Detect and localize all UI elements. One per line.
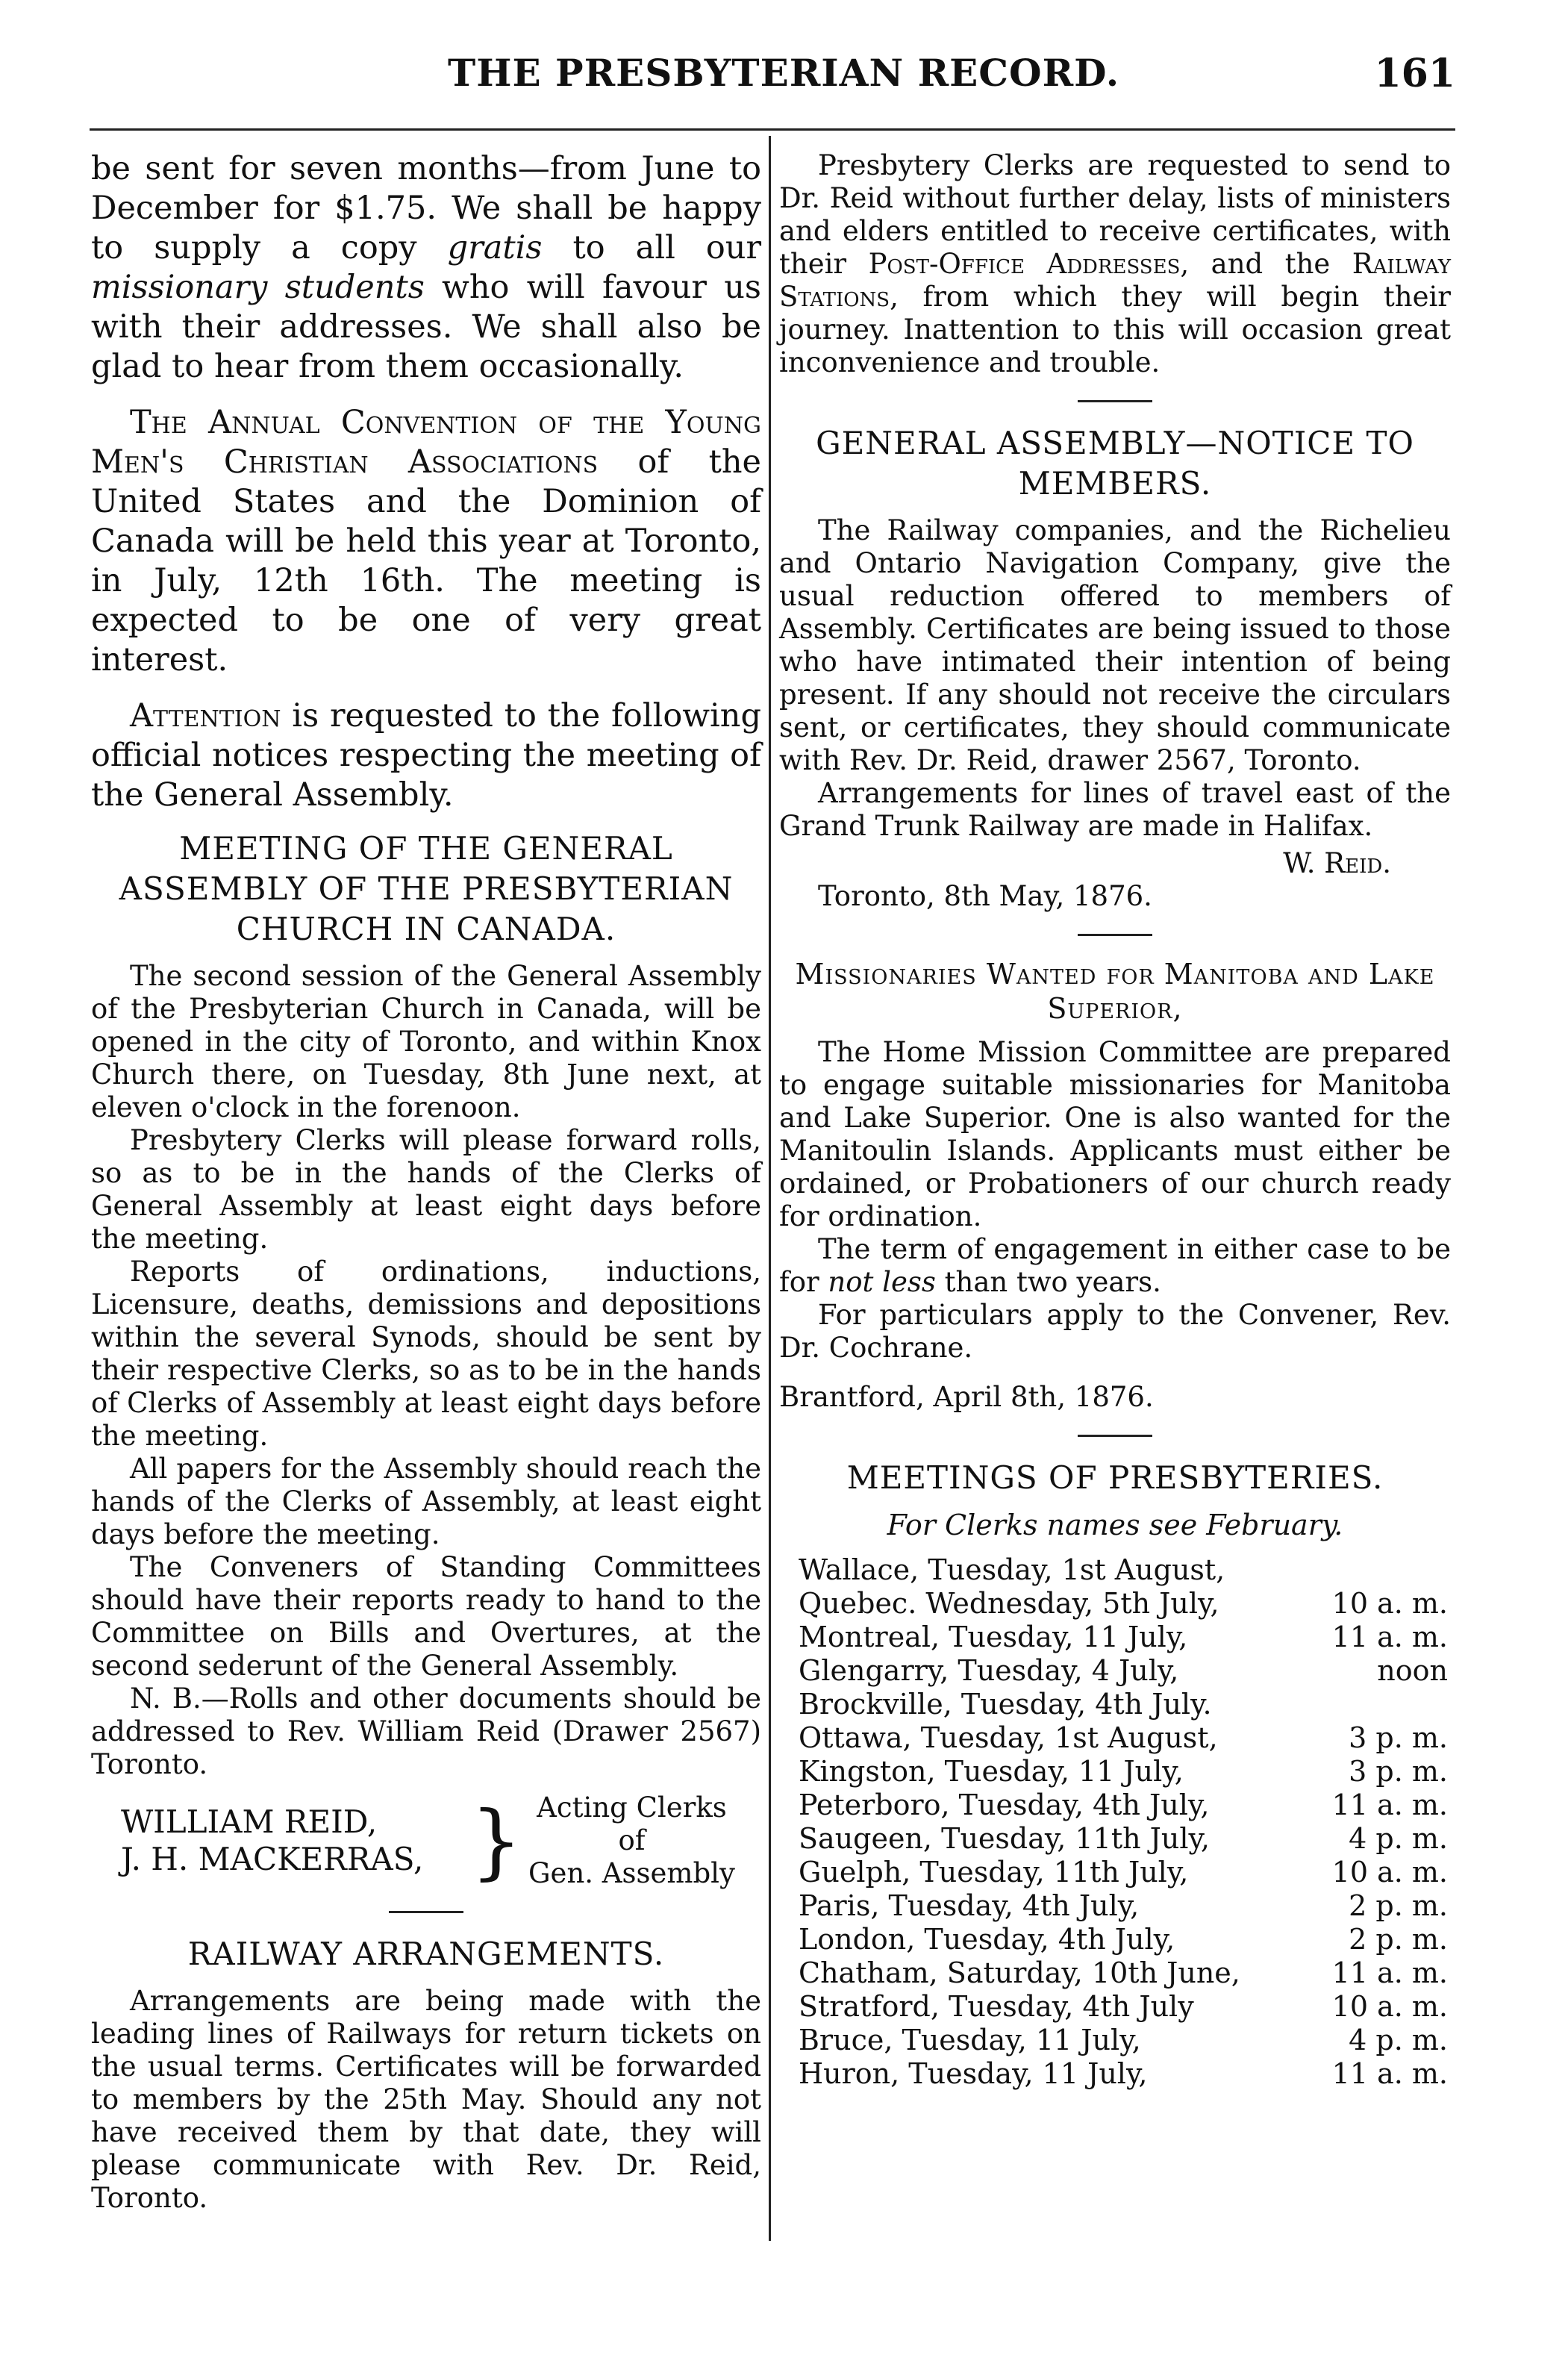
schedule-row [799, 2057, 1470, 2091]
attention-paragraph [91, 696, 761, 815]
meeting-para-6: N. B.—Rolls and other documents should be addressed to Rev. William Reid (Drawer 2567) Toronto. [91, 1683, 761, 1780]
schedule-row [799, 2024, 1470, 2057]
presbyteries-heading: MEETINGS OF PRESBYTERIES. [846, 1459, 1384, 1496]
schedule-row [799, 1889, 1470, 1923]
meeting-para-2: Presbytery Clerks will please forward rolls, so as to be in the hands of the Clerks of General Assembly at least eight days before the meeting. [91, 1124, 761, 1255]
brace-glyph: } [470, 1793, 522, 1889]
schedule-time: 2 p. m. [1349, 1923, 1448, 1956]
schedule-place: Kingston, Tuesday, 11 July, [799, 1755, 1184, 1788]
schedule-row [799, 1755, 1470, 1788]
schedule-row [799, 1587, 1470, 1621]
missionaries-emphasis: not less [828, 1266, 936, 1298]
page-number: 161 [1374, 51, 1455, 96]
schedule-time: 11 a. m. [1331, 2057, 1448, 2090]
schedule-place: Stratford, Tuesday, 4th July [799, 1990, 1194, 2023]
missionaries-date: Brantford, April 8th, 1876. [779, 1381, 1154, 1413]
left-column [91, 149, 761, 2215]
signature-role-2: of [618, 1824, 646, 1856]
schedule-place: Paris, Tuesday, 4th July, [799, 1889, 1140, 1922]
schedule-row [799, 1990, 1470, 2024]
notice-para-2: Arrangements for lines of travel east of the Grand Trunk Railway are made in Halifax. [779, 777, 1451, 842]
notice-heading: GENERAL ASSEMBLY—NOTICE TO MEMBERS. [816, 425, 1414, 502]
schedule-place: Chatham, Saturday, 10th June, [799, 1956, 1240, 1989]
signature-role-3: Gen. Assembly [528, 1857, 735, 1889]
schedule-time: noon [1377, 1654, 1448, 1687]
meeting-para-3: Reports of ordinations, inductions, Licensure, deaths, demissions and depositions within the several Synods, should be sent by their respective Clerks, so as to be in the hands of Clerks of Assembly at least eight days before the meeting. [91, 1256, 761, 1452]
schedule-place: Peterboro, Tuesday, 4th July, [799, 1788, 1210, 1821]
schedule-place: Glengarry, Tuesday, 4 July, [799, 1654, 1179, 1687]
missionaries-para-2 [779, 1233, 1451, 1299]
section-rule [1078, 934, 1152, 936]
right-column [779, 149, 1451, 2091]
meeting-para-1: The second session of the General Assembly of the Presbyterian Church in Canada, will be opened in the city of Toronto, and within Knox Church there, on Tuesday, 8th June next, at eleven o'clock in the forenoon. [91, 960, 761, 1123]
missionaries-text-2b: than two years. [935, 1266, 1161, 1298]
schedule-row [799, 1654, 1470, 1688]
schedule-place: Brockville, Tuesday, 4th July. [799, 1688, 1212, 1721]
railway-heading: RAILWAY ARRANGEMENTS. [187, 1936, 665, 1972]
intro-emphasis-2: missionary students [91, 269, 425, 306]
schedule-time [1328, 1688, 1470, 1721]
schedule-time: 4 p. m. [1349, 1822, 1448, 1855]
schedule-place: Wallace, Tuesday, 1st August, [799, 1553, 1225, 1586]
meeting-para-5: The Conveners of Standing Committees should have their reports ready to hand to the Committee on Bills and Overtures, at the second sederunt of the General Assembly. [91, 1551, 761, 1682]
schedule-time: 11 a. m. [1331, 1956, 1448, 1989]
clerks-text-3: , from which they will begin their journey. Inattention to this will occasion great inconvenience and trouble. [779, 281, 1451, 378]
schedule-row [799, 1856, 1470, 1889]
schedule-time: 2 p. m. [1349, 1889, 1448, 1922]
clerks-text-2: , and the [1180, 248, 1352, 280]
ymca-lead: The Annual Convention of the Young Men's Christian Associations [91, 404, 761, 481]
intro-text-1: be sent for seven months—from June to December for $1.75. We shall be happy to supply a copy [91, 150, 761, 266]
notice-para-1: The Railway companies, and the Richelieu and Ontario Navigation Company, give the usual reduction offered to members of Assembly. Certificates are being issued to those who have intimated their intention of being present. If any should not receive the circulars sent, or certificates, they should communicate with Rev. Dr. Reid, drawer 2567, Toronto. [779, 514, 1451, 776]
schedule-time: 11 a. m. [1331, 1621, 1448, 1653]
schedule-place: Huron, Tuesday, 11 July, [799, 2057, 1148, 2090]
attention-text: is requested to the following official notices respecting the meeting of the General Assembly. [91, 697, 761, 814]
schedule-row [799, 1721, 1470, 1755]
presbyteries-schedule [799, 1553, 1470, 2091]
schedule-time [1328, 1553, 1470, 1587]
clerks-paragraph [779, 149, 1451, 379]
section-rule [1078, 1435, 1152, 1437]
missionaries-para-3 [779, 1299, 1451, 1365]
presbyteries-note: For Clerks names see February. [887, 1509, 1343, 1541]
schedule-row [799, 1621, 1470, 1654]
section-rule [1078, 400, 1152, 402]
column-divider [769, 136, 771, 2241]
schedule-time: 11 a. m. [1331, 1788, 1448, 1821]
missionaries-para-1 [779, 1036, 1451, 1233]
schedule-place: Saugeen, Tuesday, 11th July, [799, 1822, 1210, 1855]
section-rule [389, 1911, 463, 1913]
missionaries-text-2a: The term of engagement in either case to be for [779, 1233, 1451, 1298]
running-title: THE PRESBYTERIAN RECORD. [448, 51, 1120, 95]
missionaries-heading: Missionaries Wanted for Manitoba and Lake Superior, [795, 958, 1435, 1025]
notice-signature: W. Reid. [1283, 847, 1391, 879]
signature-block [121, 1791, 761, 1890]
page-header [90, 43, 1455, 118]
header-rule [90, 128, 1455, 131]
signature-name-2: J. H. MACKERRAS, [121, 1841, 424, 1877]
notice-date: Toronto, 8th May, 1876. [818, 880, 1152, 912]
schedule-time: 3 p. m. [1349, 1721, 1448, 1754]
schedule-row [799, 1688, 1470, 1721]
clerks-smallcaps-1: Post-Office Addresses [868, 248, 1181, 280]
schedule-time: 4 p. m. [1349, 2024, 1448, 2056]
signature-role-1: Acting Clerks [537, 1791, 727, 1824]
signature-names [121, 1803, 464, 1878]
meeting-para-4: All papers for the Assembly should reach the hands of the Clerks of Assembly, at least eight days before the meeting. [91, 1453, 761, 1550]
missionaries-text-1: The Home Mission Committee are prepared to engage suitable missionaries for Manitoba and Lake Superior. One is also wanted for the Manitoulin Islands. Applicants must either be ordained, or Probationers of our church ready for ordination. [779, 1036, 1451, 1232]
schedule-place: London, Tuesday, 4th July, [799, 1923, 1175, 1956]
ymca-text: of the United States and the Dominion of Canada will be held this year at Toronto, in July, 12th 16th. The meeting is expected to be one of very great interest. [91, 443, 761, 679]
railway-paragraph: Arrangements are being made with the leading lines of Railways for return tickets on the usual terms. Certificates will be forwarded to members by the 25th May. Should any not have received them by that date, they will please communicate with Rev. Dr. Reid, Toronto. [91, 1985, 761, 2214]
intro-emphasis-1: gratis [447, 229, 543, 266]
schedule-place: Quebec. Wednesday, 5th July, [799, 1587, 1219, 1620]
schedule-place: Bruce, Tuesday, 11 July, [799, 2024, 1141, 2056]
intro-text-2: to all our [542, 229, 762, 266]
missionaries-text-3: For particulars apply to the Convener, Rev. Dr. Cochrane. [779, 1299, 1451, 1364]
schedule-time: 3 p. m. [1349, 1755, 1448, 1788]
clerks-text-1: Presbytery Clerks are requested to send to Dr. Reid without further delay, lists of ministers and elders entitled to receive certificates, with their [779, 149, 1451, 280]
schedule-row [799, 1553, 1470, 1587]
schedule-place: Ottawa, Tuesday, 1st August, [799, 1721, 1218, 1754]
signature-role [528, 1791, 735, 1890]
ymca-paragraph [91, 403, 761, 680]
schedule-row [799, 1822, 1470, 1856]
intro-paragraph [91, 149, 761, 387]
schedule-time: 10 a. m. [1331, 1856, 1448, 1889]
schedule-time: 10 a. m. [1331, 1990, 1448, 2023]
signature-name-1: WILLIAM REID, [121, 1803, 378, 1840]
schedule-place: Guelph, Tuesday, 11th July, [799, 1856, 1189, 1889]
clerks-smallcaps-2: Railway Stations [779, 248, 1451, 313]
schedule-row [799, 1923, 1470, 1956]
schedule-time: 10 a. m. [1331, 1587, 1448, 1620]
attention-lead: Attention [130, 697, 281, 735]
intro-text-3: who will favour us with their addresses. We shall also be glad to hear from them occasionally. [91, 269, 762, 385]
meeting-heading: MEETING OF THE GENERAL ASSEMBLY OF THE PRESBYTERIAN CHURCH IN CANADA. [119, 830, 734, 947]
schedule-row [799, 1956, 1470, 1990]
schedule-row [799, 1788, 1470, 1822]
schedule-place: Montreal, Tuesday, 11 July, [799, 1621, 1188, 1653]
